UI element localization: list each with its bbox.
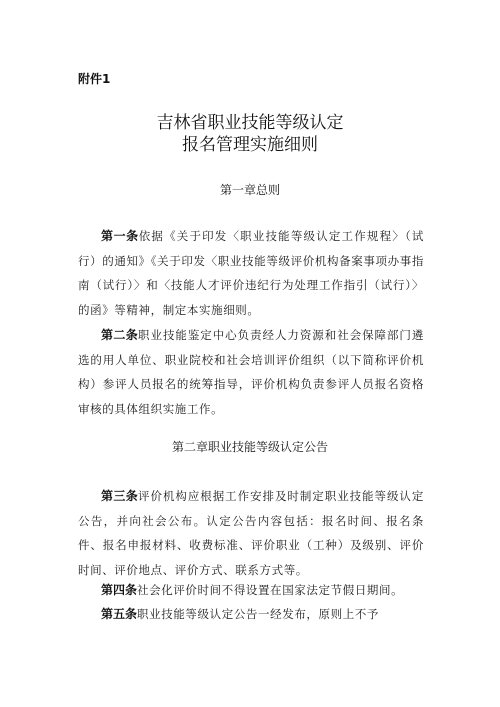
article-text: 职业技能鉴定中心负责经人力资源和社会保障部门遴选的用人单位、职业院校和社会培训评价组织（以下简称评价机构）参评人员报名的统筹指导，评价机构负责参评人员报名资格审核的具体组织实施工作。 (78, 328, 424, 416)
article-number: 第四条 (101, 583, 138, 597)
document-title-line-1: 吉林省职业技能等级认定 (156, 113, 344, 133)
attachment-label: 附件1 (78, 72, 111, 86)
article-3 (78, 484, 424, 582)
article-number: 第三条 (101, 489, 139, 503)
document-title-line-2: 报名管理实施细则 (182, 135, 318, 155)
article-text: 评价机构应根据工作安排及时制定职业技能等级认定公告，并向社会公布。认定公告内容包括：报名时间、报名条件、报名申报材料、收费标准、评价职业（工种）及级别、评价时间、评价地点、评价方式、联系方式等。 (78, 489, 424, 577)
article-4 (78, 578, 424, 603)
article-2 (78, 323, 424, 421)
chapter-heading-1: 第一章总则 (219, 183, 280, 197)
article-1 (78, 224, 424, 322)
article-number: 第五条 (101, 607, 138, 621)
article-text: 依据《关于印发〈职业技能等级认定工作规程〉（试行）的通知》《关于印发〈职业技能等级评价机构备案事项办事指南（试行）〉和〈技能人才评价违纪行为处理工作指引（试行）〉的函》等精神，制定本实施细则。 (78, 229, 424, 317)
article-text: 社会化评价时间不得设置在国家法定节假日期间。 (137, 583, 404, 597)
article-5 (78, 602, 424, 627)
article-number: 第一条 (101, 229, 139, 243)
article-text: 职业技能等级认定公告一经发布，原则上不予 (137, 607, 380, 621)
chapter-heading-2: 第二章职业技能等级认定公告 (171, 440, 328, 454)
article-number: 第二条 (101, 328, 139, 342)
